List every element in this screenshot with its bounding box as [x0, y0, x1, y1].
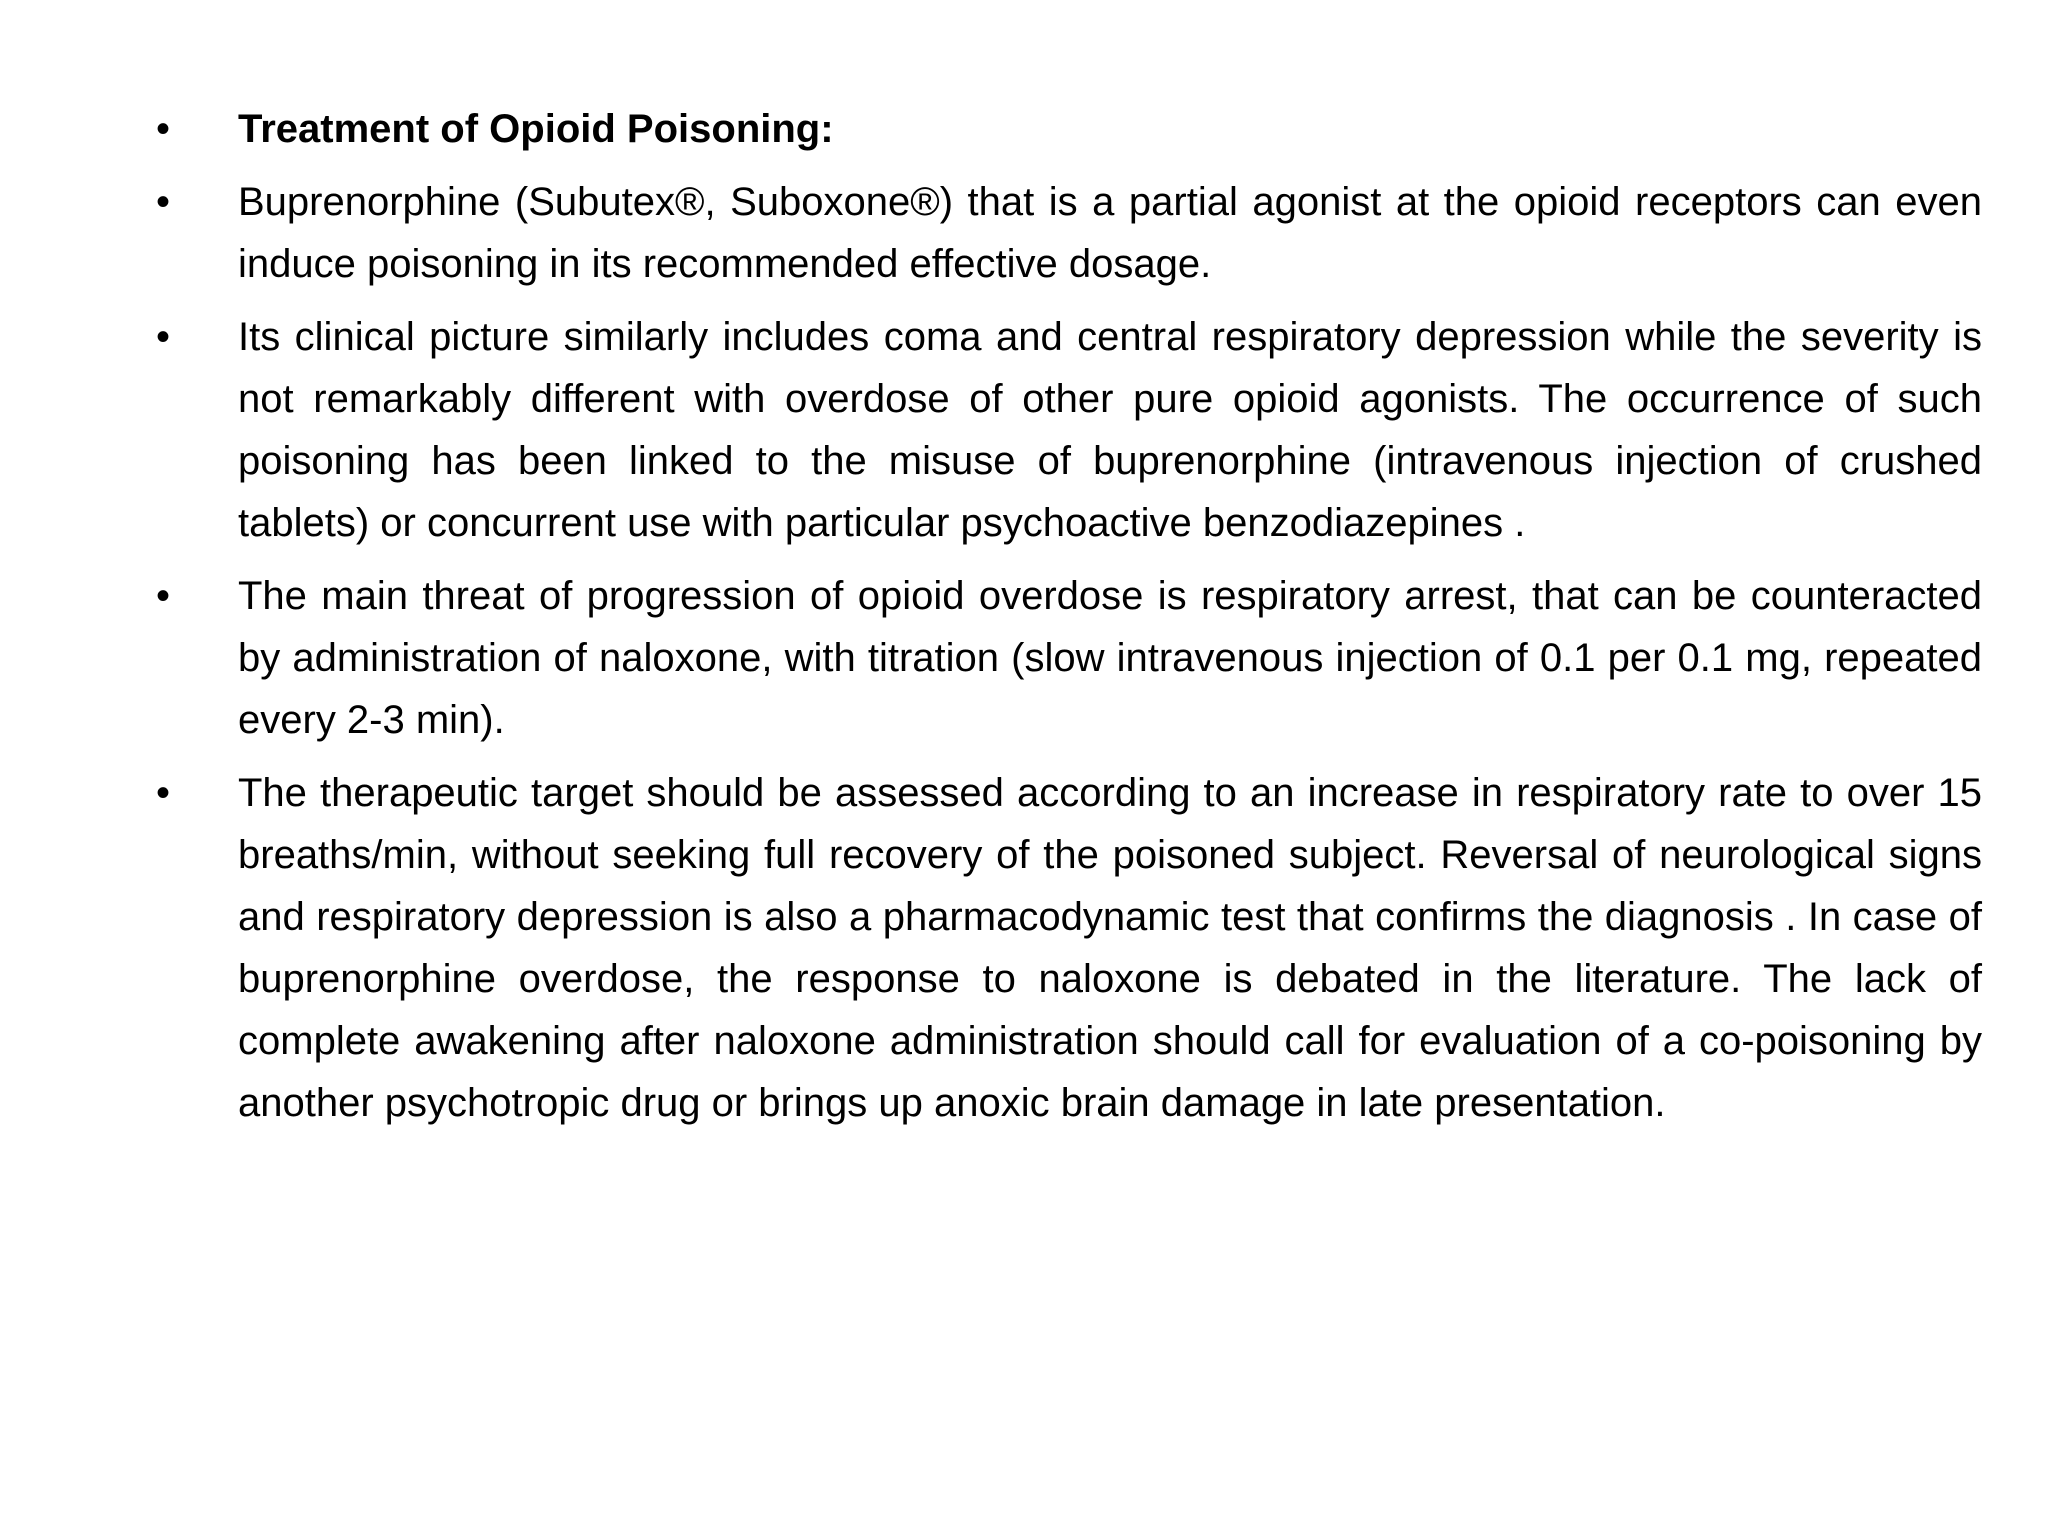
- bullet-item-clinical-picture: [152, 306, 1982, 554]
- bullet-list: [152, 98, 1982, 1145]
- bullet-text: Buprenorphine (Subutex®, Suboxone®) that is a partial agonist at the opioid receptors can even induce poisoning in its recommended effective dosage.: [238, 180, 1982, 286]
- bullet-item-buprenorphine: [152, 171, 1982, 295]
- bullet-text: The therapeutic target should be assessed according to an increase in respiratory rate to over 15 breaths/min, without seeking full recovery of the poisoned subject. Reversal of neurological signs and respiratory depression is also a pharmacodynamic test that confirms the diagnosis . In case of buprenorphine overdose, the response to naloxone is debated in the literature. The lack of complete awakening after naloxone administration should call for evaluation of a co-poisoning by another psychotropic drug or brings up anoxic brain damage in late presentation.: [238, 771, 1982, 1125]
- bullet-item-therapeutic-target: [152, 762, 1982, 1134]
- bullet-dot-icon: •: [156, 107, 171, 151]
- bullet-dot-icon: •: [156, 180, 171, 224]
- bullet-dot-icon: •: [156, 771, 171, 815]
- bullet-dot-icon: •: [156, 574, 171, 618]
- bullet-item-heading: [152, 98, 1982, 160]
- slide-heading: Treatment of Opioid Poisoning:: [238, 107, 834, 151]
- bullet-text: Its clinical picture similarly includes coma and central respiratory depression while the severity is not remarkably different with overdose of other pure opioid agonists. The occurrence of such poisoning has been linked to the misuse of buprenorphine (intravenous injection of crushed tablets) or concurrent use with particular psychoactive benzodiazepines .: [238, 315, 1982, 545]
- bullet-item-main-threat: [152, 565, 1982, 751]
- bullet-text: The main threat of progression of opioid overdose is respiratory arrest, that can be counteracted by administration of naloxone, with titration (slow intravenous injection of 0.1 per 0.1 mg, repeated every 2-3 min).: [238, 574, 1982, 742]
- bullet-dot-icon: •: [156, 315, 171, 359]
